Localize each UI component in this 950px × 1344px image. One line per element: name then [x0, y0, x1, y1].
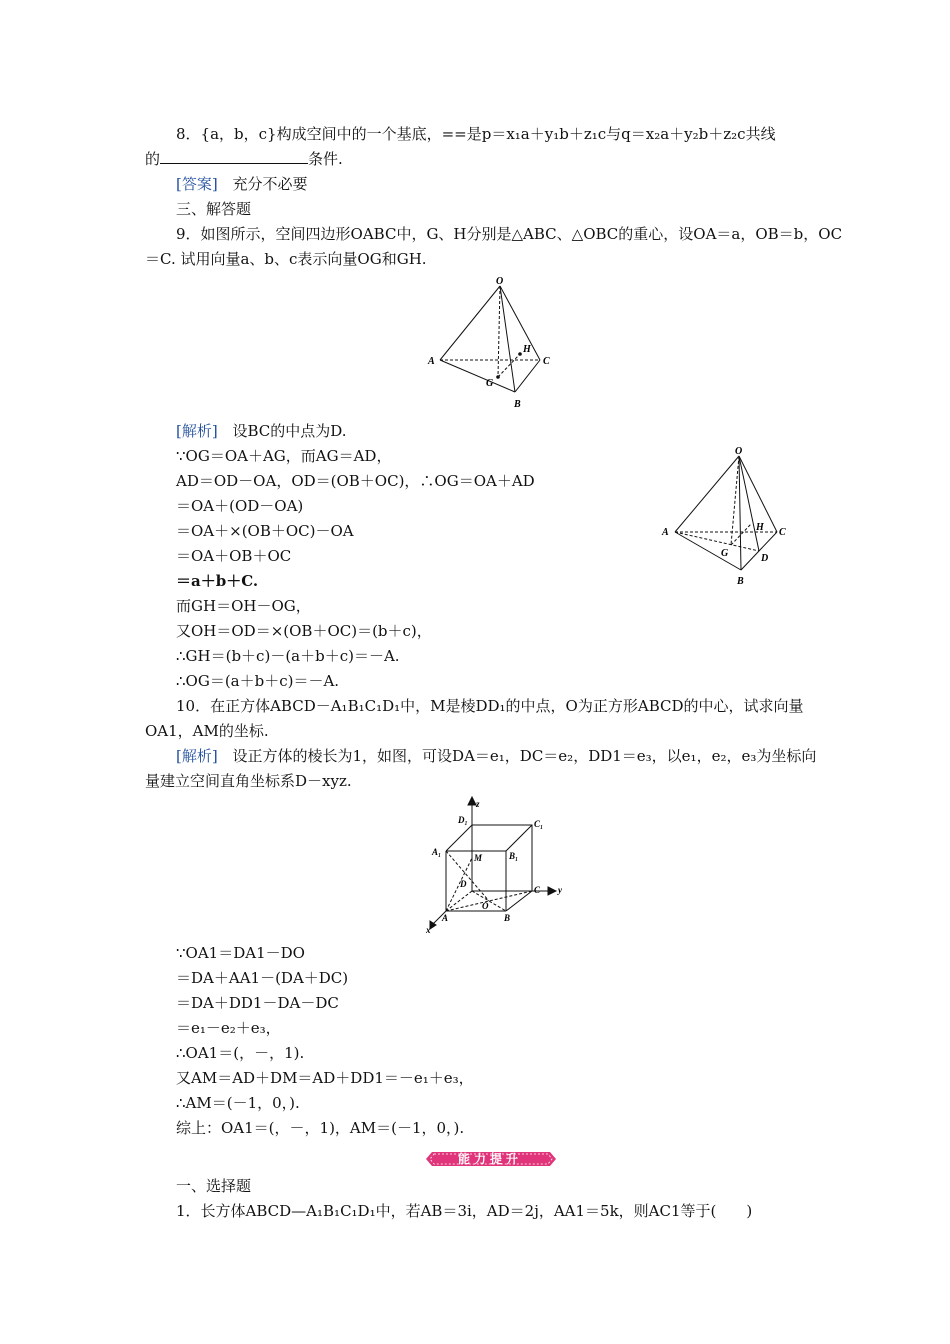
q10-step-5: ∴OA1＝(，－，1). [176, 1044, 305, 1062]
q10-solution-line1 [176, 746, 816, 766]
q8-line2 [145, 149, 343, 169]
q10-solution-line1-text: 设正方体的棱长为1，如图，可设DA＝e₁，DC＝e₂，DD1＝e₃，以e₁，e₂，e₃为坐标向 [232, 747, 817, 765]
q9-step-3: ＝OA＋(OD－OA) [176, 497, 304, 515]
fig1-label-o: O [496, 276, 504, 287]
fig1-label-g: G [486, 378, 494, 389]
fig3-label-d1: D₁ [458, 815, 468, 825]
fig2-label-b: B [737, 576, 744, 587]
fig1-label-a: A [428, 356, 435, 367]
fig2-label-o: O [735, 446, 743, 457]
q10-step-6: 又AM＝AD＋DM＝AD＋DD1＝－e₁＋e₃， [176, 1069, 474, 1087]
q9-solution-intro [176, 421, 347, 441]
fig2-label-h: H [756, 522, 764, 533]
q9-step-10: ∴OG＝(a＋b＋c)＝－A. [176, 672, 340, 690]
section-heading-choice: 一、选择题 [176, 1177, 252, 1195]
fig3-label-b1: B₁ [509, 851, 519, 861]
q10-step-2: ＝DA＋AA1－(DA＋DC) [176, 969, 349, 987]
fig2-label-c: C [779, 527, 786, 538]
fig3-label-a: A [442, 913, 449, 923]
q10-line1: 10．在正方体ABCD－A₁B₁C₁D₁中，M是棱DD₁的中点，O为正方形ABCD的中心，试求向量 [176, 697, 804, 715]
fig1-label-h: H [523, 344, 531, 355]
fig3-label-c: C [534, 885, 541, 895]
q9-step-6: ＝a＋b＋C. [176, 572, 259, 590]
q10-step-4: ＝e₁－e₂＋e₃， [176, 1019, 281, 1037]
fig3-label-z: z [476, 799, 480, 809]
q10-step-3: ＝DA＋DD1－DA－DC [176, 994, 339, 1012]
banner-text: 能力提升 [457, 1152, 522, 1166]
q9-step-2: AD＝OD－OA，OD＝(OB＋OC)，∴OG＝OA＋AD [176, 472, 535, 490]
solution-tag: [解析] [176, 747, 218, 765]
fig1-label-b: B [514, 399, 521, 410]
q10-step-7: ∴AM＝(－1，0，). [176, 1094, 300, 1112]
q9-solution-intro-text: 设BC的中点为D. [232, 422, 347, 440]
q9-step-4: ＝OA＋×(OB＋OC)－OA [176, 522, 354, 540]
answer-tag: [答案] [176, 175, 218, 193]
q10-step-8: 综上：OA1＝(，－，1)，AM＝(－1，0，). [176, 1119, 465, 1137]
fig3-label-c1: C₁ [534, 819, 544, 829]
answer-blank [160, 149, 308, 164]
q8-answer [176, 174, 308, 194]
q9-step-9: ∴GH＝(b＋c)－(a＋b＋c)＝－A. [176, 647, 400, 665]
q9-line1: 9．如图所示，空间四边形OABC中，G、H分别是△ABC、△OBC的重心，设OA＝a，OB＝b，OC [176, 225, 843, 243]
q9-line2: ＝C. 试用向量a、b、c表示向量OG和GH. [145, 250, 427, 268]
fig3-label-a1: A₁ [432, 847, 442, 857]
cube-coordinate-figure [424, 795, 574, 935]
fig3-label-x: x [426, 925, 431, 935]
fig2-label-g: G [721, 548, 729, 559]
fig3-label-d: D [460, 879, 467, 889]
tetrahedron-midpoint-figure [655, 442, 795, 590]
q8-line1: 8．{a，b，c}构成空间中的一个基底，==是p＝x₁a＋y₁b＋z₁c与q＝x₂a＋y₂b＋z₂c共线 [176, 125, 776, 143]
q8-line2-prefix: 的 [145, 150, 161, 168]
fig2-label-d: D [761, 553, 769, 564]
fig2-label-a: A [662, 527, 669, 538]
tetrahedron-figure [420, 272, 560, 412]
section-heading-solutions: 三、解答题 [176, 200, 252, 218]
answer-text: 充分不必要 [232, 175, 308, 193]
q8-line2-suffix: 条件. [308, 150, 343, 168]
q10-step-1: ∵OA1＝DA1－DO [176, 944, 305, 962]
q9-step-8: 又OH＝OD＝×(OB＋OC)＝(b＋c)， [176, 622, 432, 640]
fig3-label-o: O [482, 901, 489, 911]
fig1-label-c: C [543, 356, 550, 367]
fig3-label-m: M [474, 853, 483, 863]
solution-tag: [解析] [176, 422, 218, 440]
q9-step-7: 而GH＝OH－OG， [176, 597, 311, 615]
q10-line2: OA1，AM的坐标. [145, 722, 269, 740]
q10-solution-line2: 量建立空间直角坐标系D－xyz. [145, 772, 352, 790]
q9-step-5: ＝OA＋OB＋OC [176, 547, 292, 565]
fig3-label-y: y [558, 885, 562, 895]
q1-line1: 1．长方体ABCD—A₁B₁C₁D₁中，若AB＝3i，AD＝2j，AA1＝5k，则AC1等于( ) [176, 1202, 753, 1220]
fig3-label-b: B [504, 913, 511, 923]
q9-step-1: ∵OG＝OA＋AG，而AG＝AD， [176, 447, 392, 465]
